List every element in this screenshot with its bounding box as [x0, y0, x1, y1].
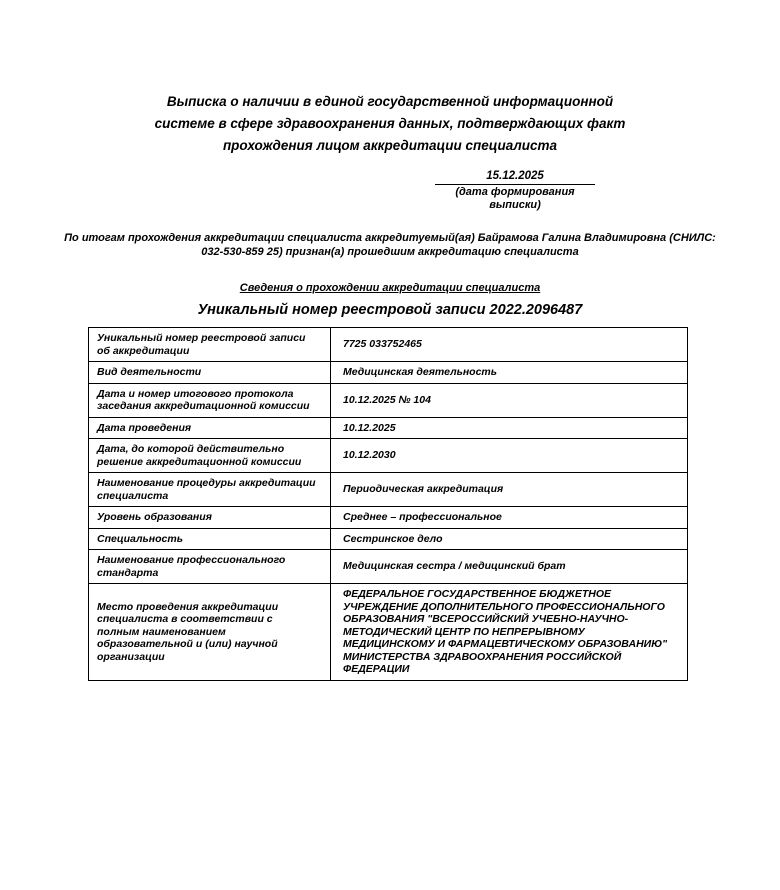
field-value-cell: ФЕДЕРАЛЬНОЕ ГОСУДАРСТВЕННОЕ БЮДЖЕТНОЕ УЧРЕЖДЕНИЕ ДОПОЛНИТЕЛЬНОГО ПРОФЕССИОНАЛЬНОГО ОБРАЗОВАНИЯ "ВСЕРОССИЙСКИЙ УЧЕБНО-НАУЧНО-МЕТОДИЧЕСКИЙ ЦЕНТР ПО НЕПРЕРЫВНОМУ МЕДИЦИНСКОМУ И ФАРМАЦЕВТИЧЕСКОМУ ОБРАЗОВАНИЮ" МИНИСТЕРСТВА ЗДРАВООХРАНЕНИЯ РОССИЙСКОЙ ФЕДЕРАЦИИ — [331, 584, 688, 681]
field-label-cell: Место проведения аккредитации специалиста в соответствии с полным наименованием образовательной и (или) научной организации — [89, 584, 331, 681]
table-row — [89, 328, 688, 362]
field-value-cell: Сестринское дело — [331, 528, 688, 550]
field-label-cell: Уникальный номер реестровой записи об аккредитации — [89, 328, 331, 362]
table-row — [89, 439, 688, 473]
registry-number-heading: Уникальный номер реестровой записи 2022.2096487 — [197, 302, 583, 318]
table-row — [89, 550, 688, 584]
intro-paragraph — [0, 232, 780, 259]
table-row — [89, 528, 688, 550]
table-row — [89, 473, 688, 507]
field-label-cell: Вид деятельности — [89, 362, 331, 384]
intro-paragraph-line-1: По итогам прохождения аккредитации специалиста аккредитуемый(ая) Байрамова Галина Владимировна (СНИЛС: — [64, 232, 716, 244]
field-value-cell: 7725 033752465 — [331, 328, 688, 362]
field-label-cell: Специальность — [89, 528, 331, 550]
field-value-cell: 10.12.2025 — [331, 417, 688, 439]
document-title-line-2: системе в сфере здравоохранения данных, подтверждающих факт — [154, 116, 626, 131]
field-label-cell: Дата и номер итогового протокола заседания аккредитационной комиссии — [89, 383, 331, 417]
document-title-line-1: Выписка о наличии в единой государственной информационной — [166, 94, 614, 109]
extract-formation-date: 15.12.2025 — [435, 170, 595, 185]
extract-date-caption: (дата формирования выписки) — [455, 186, 575, 211]
field-value-cell: Периодическая аккредитация — [331, 473, 688, 507]
table-row — [89, 584, 688, 681]
field-label-cell: Уровень образования — [89, 507, 331, 529]
table-row — [89, 417, 688, 439]
table-row — [89, 383, 688, 417]
field-value-cell: Медицинская сестра / медицинский брат — [331, 550, 688, 584]
field-value-cell: Медицинская деятельность — [331, 362, 688, 384]
field-value-cell: Среднее – профессиональное — [331, 507, 688, 529]
accreditation-details-table — [88, 327, 688, 681]
field-label-cell: Дата, до которой действительно решение аккредитационной комиссии — [89, 439, 331, 473]
table-row — [89, 362, 688, 384]
field-value-cell: 10.12.2030 — [331, 439, 688, 473]
intro-paragraph-line-2: 032-530-859 25) признан(а) прошедшим аккредитацию специалиста — [201, 245, 579, 258]
field-label-cell: Наименование профессионального стандарта — [89, 550, 331, 584]
field-label-cell: Наименование процедуры аккредитации специалиста — [89, 473, 331, 507]
table-row — [89, 507, 688, 529]
document-title-line-3: прохождения лицом аккредитации специалиста — [222, 138, 558, 153]
extract-date-block — [435, 170, 595, 212]
section-heading: Сведения о прохождении аккредитации специалиста — [239, 282, 541, 294]
field-label-cell: Дата проведения — [89, 417, 331, 439]
document-title — [0, 0, 780, 157]
field-value-cell: 10.12.2025 № 104 — [331, 383, 688, 417]
